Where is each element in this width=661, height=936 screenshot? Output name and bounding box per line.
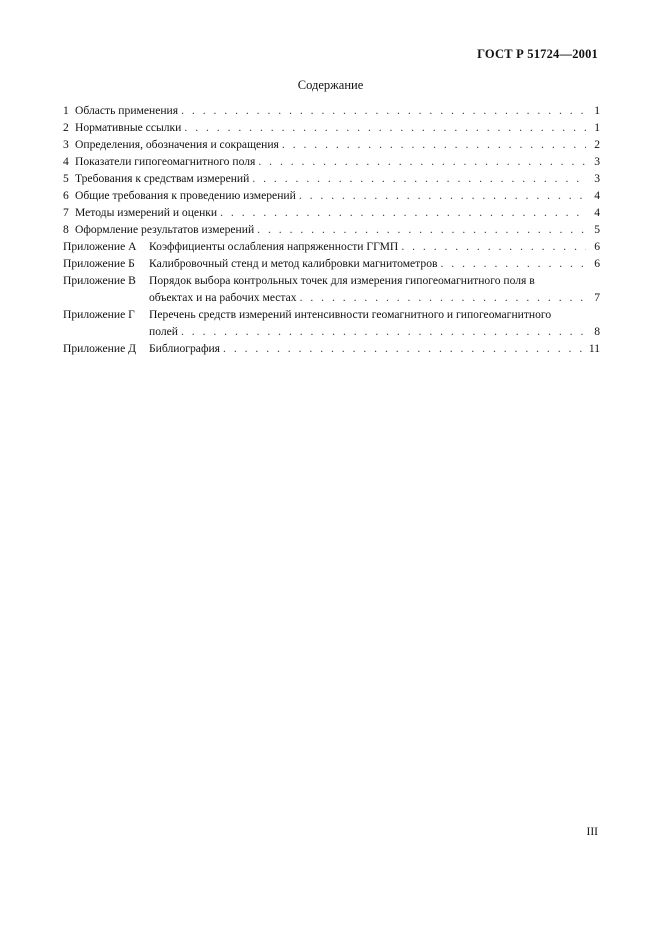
dot-leader <box>440 255 586 272</box>
entry-page: 3 <box>594 172 600 185</box>
entry-title: Показатели гипогеомагнитного поля <box>75 155 256 168</box>
section-number: 4 <box>63 155 69 168</box>
dot-leader <box>181 102 586 119</box>
entry-title: Общие требования к проведению измерений <box>75 189 296 202</box>
section-number: 5 <box>63 172 69 185</box>
section-number: 3 <box>63 138 69 151</box>
annex-label: Приложение Д <box>63 342 137 355</box>
dot-leader <box>181 323 586 340</box>
dot-leader <box>401 238 586 255</box>
toc-entry[interactable] <box>63 153 600 170</box>
section-number: 7 <box>63 206 69 219</box>
entry-page: 1 <box>594 121 600 134</box>
toc-entry[interactable] <box>63 170 600 187</box>
entry-title: Методы измерений и оценки <box>75 206 218 219</box>
dot-leader <box>282 136 586 153</box>
entry-page: 4 <box>594 189 600 202</box>
dot-leader <box>257 221 586 238</box>
section-number: 6 <box>63 189 69 202</box>
annex-page: 6 <box>594 257 600 270</box>
toc-annex-entry[interactable] <box>63 255 600 272</box>
toc-entry[interactable] <box>63 102 600 119</box>
section-number: 8 <box>63 223 69 236</box>
annex-title: Библиография <box>149 342 221 355</box>
table-of-contents <box>63 102 600 357</box>
section-number: 2 <box>63 121 69 134</box>
entry-page: 3 <box>594 155 600 168</box>
dot-leader <box>300 289 586 306</box>
toc-entry[interactable] <box>63 119 600 136</box>
entry-page: 4 <box>594 206 600 219</box>
annex-title: Коэффициенты ослабления напряженности ГГМП <box>149 240 399 253</box>
entry-page: 1 <box>594 104 600 117</box>
annex-title: Калибровочный стенд и метод калибровки магнитометров <box>149 257 438 270</box>
annex-page: 7 <box>594 291 600 304</box>
toc-annex-entry[interactable] <box>63 272 600 306</box>
annex-label: Приложение Г <box>63 308 135 321</box>
annex-title-continued: объектах и на рабочих местах <box>149 291 297 304</box>
toc-entry[interactable] <box>63 221 600 238</box>
standard-header: ГОСТ Р 51724—2001 <box>477 47 598 61</box>
annex-title-continued: полей <box>149 325 178 338</box>
entry-page: 2 <box>594 138 600 151</box>
entry-title: Определения, обозначения и сокращения <box>75 138 279 151</box>
dot-leader <box>184 119 586 136</box>
dot-leader <box>220 204 586 221</box>
toc-entry[interactable] <box>63 187 600 204</box>
annex-label: Приложение В <box>63 274 136 287</box>
entry-page: 5 <box>594 223 600 236</box>
toc-entry[interactable] <box>63 204 600 221</box>
entry-title: Область применения <box>75 104 179 117</box>
dot-leader <box>252 170 586 187</box>
dot-leader <box>223 340 585 357</box>
section-number: 1 <box>63 104 69 117</box>
page-number: III <box>586 826 598 838</box>
annex-label: Приложение А <box>63 240 137 253</box>
toc-title: Содержание <box>297 78 364 92</box>
entry-title: Нормативные ссылки <box>75 121 182 134</box>
toc-annex-entry[interactable] <box>63 306 600 340</box>
dot-leader <box>299 187 586 204</box>
annex-title: Перечень средств измерений интенсивности геомагнитного и гипогеомагнитного <box>149 308 552 321</box>
toc-entry[interactable] <box>63 136 600 153</box>
annex-page: 11 <box>588 342 600 355</box>
annex-page: 8 <box>594 325 600 338</box>
toc-annex-entry[interactable] <box>63 340 600 357</box>
dot-leader <box>258 153 586 170</box>
annex-label: Приложение Б <box>63 257 135 270</box>
annex-title: Порядок выбора контрольных точек для измерения гипогеомагнитного поля в <box>149 274 535 287</box>
entry-title: Оформление результатов измерений <box>75 223 255 236</box>
entry-title: Требования к средствам измерений <box>75 172 250 185</box>
annex-page: 6 <box>594 240 600 253</box>
toc-annex-entry[interactable] <box>63 238 600 255</box>
